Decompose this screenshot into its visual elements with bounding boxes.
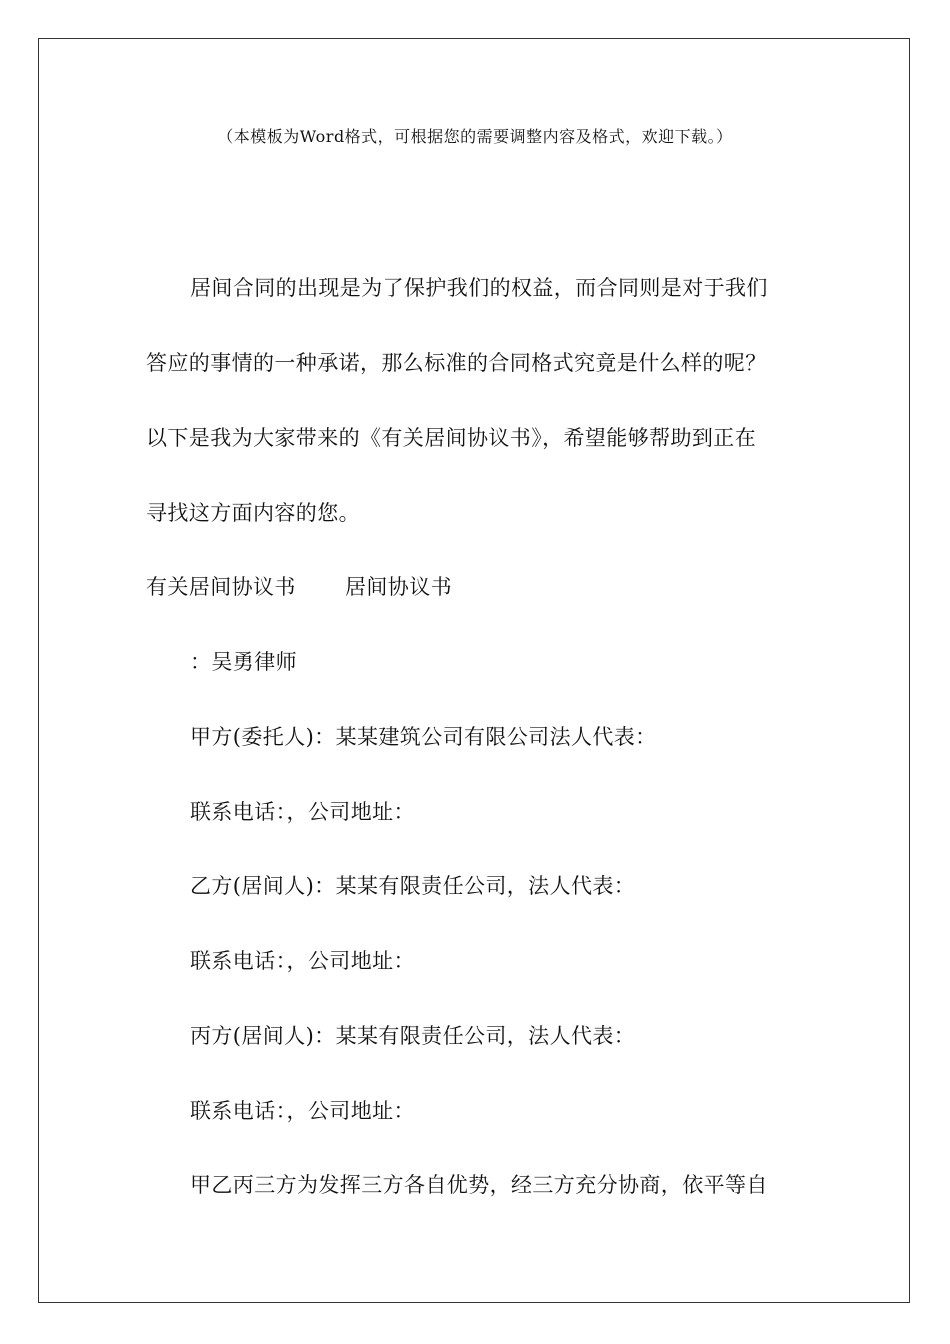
party-c: 丙方(居间人)：某某有限责任公司，法人代表：	[190, 1024, 636, 1048]
intro-line-2: 答应的事情的一种承诺，那么标准的合同格式究竟是什么样的呢？	[146, 351, 767, 375]
party-a: 甲方(委托人)：某某建筑公司有限公司法人代表：	[190, 725, 657, 749]
intro-line-4: 寻找这方面内容的您。	[146, 501, 360, 525]
template-note: （本模板为Word格式，可根据您的需要调整内容及格式，欢迎下载。）	[217, 127, 733, 146]
party-c-contact: 联系电话：，公司地址：	[190, 1099, 415, 1123]
intro-line-1: 居间合同的出现是为了保护我们的权益，而合同则是对于我们	[190, 276, 768, 300]
heading-left: 有关居间协议书	[146, 575, 296, 599]
party-b-contact: 联系电话：，公司地址：	[190, 949, 415, 973]
page-border	[38, 38, 910, 1303]
heading-right: 居间协议书	[345, 575, 452, 599]
party-b: 乙方(居间人)：某某有限责任公司，法人代表：	[190, 874, 636, 898]
party-a-contact: 联系电话：，公司地址：	[190, 800, 415, 824]
clause-start: 甲乙丙三方为发挥三方各自优势，经三方充分协商，依平等自	[190, 1173, 768, 1197]
intro-line-3: 以下是我为大家带来的《有关居间协议书》，希望能够帮助到正在	[146, 426, 757, 450]
lawyer-line: ：吴勇律师	[190, 650, 297, 674]
